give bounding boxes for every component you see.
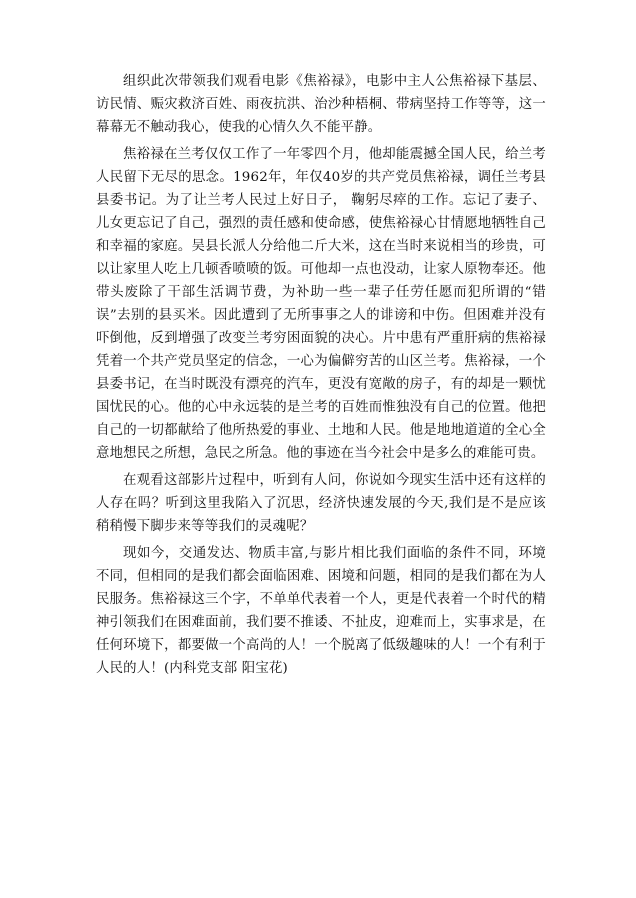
paragraph-2: 焦裕禄在兰考仅仅工作了一年零四个月，他却能震撼全国人民，给兰考人民留下无尽的思念。1962年，年仅40岁的共产党员焦裕禄，调任兰考县县委书记。为了让兰考人民过上好日子， 鞠躬尽瘁的工作。忘记了妻子、儿女更忘记了自己，强烈的责任感和使命感，使焦裕禄心甘情愿地牺牲自己和幸福的家庭。吴县长派人分给他二斤大米，这在当时来说相当的珍贵，可以让家里人吃上几顿香喷喷的饭。可他却一点也没动，让家人原物奉还。他带头废除了干部生活调节费，为补助一些一辈子任劳任愿而犯所谓的“错误”去别的县买米。因此遭到了无所事事之人的诽谤和中伤。但困难并没有吓倒他，反到增强了改变兰考穷困面貌的决心。片中患有严重肝病的焦裕禄凭着一个共产党员坚定的信念，一心为偏僻穷苦的山区兰考。焦裕禄，一个县委书记，在当时既没有漂亮的汽车，更没有宽敞的房子，有的却是一颗忧国忧民的心。他的心中永远装的是兰考的百姓而惟独没有自己的位置。他把自己的一切都献给了他所热爱的事业、土地和人民。他是地地道道的全心全意地想民之所想，急民之所急。他的事迹在当今社会中是多么的难能可贵。: [96, 147, 546, 461]
document-body: [96, 70, 546, 684]
paragraph-1: 组织此次带领我们观看电影《焦裕禄》，电影中主人公焦裕禄下基层、访民情、赈灾救济百姓、雨夜抗洪、治沙种梧桐、带病坚持工作等等，这一幕幕无不触动我心，使我的心情久久不能平静。: [96, 74, 546, 135]
paragraph-3: 在观看这部影片过程中，听到有人问，你说如今现实生活中还有这样的人存在吗？听到这里我陷入了沉思，经济快速发展的今天,我们是不是应该稍稍慢下脚步来等等我们的灵魂呢？: [96, 473, 546, 534]
paragraph-4: 现如今，交通发达、物质丰富,与影片相比我们面临的条件不同，环境不同，但相同的是我们都会面临困难、困境和问题，相同的是我们都在为人民服务。焦裕禄这三个字，不单单代表着一个人，更是代表着一个时代的精神引领我们在困难面前，我们要不推诿、不扯皮，迎难而上，实事求是，在任何环境下，都要做一个高尚的人！一个脱离了低级趣味的人！一个有利于人民的人！(内科党支部 阳宝花): [96, 546, 546, 676]
